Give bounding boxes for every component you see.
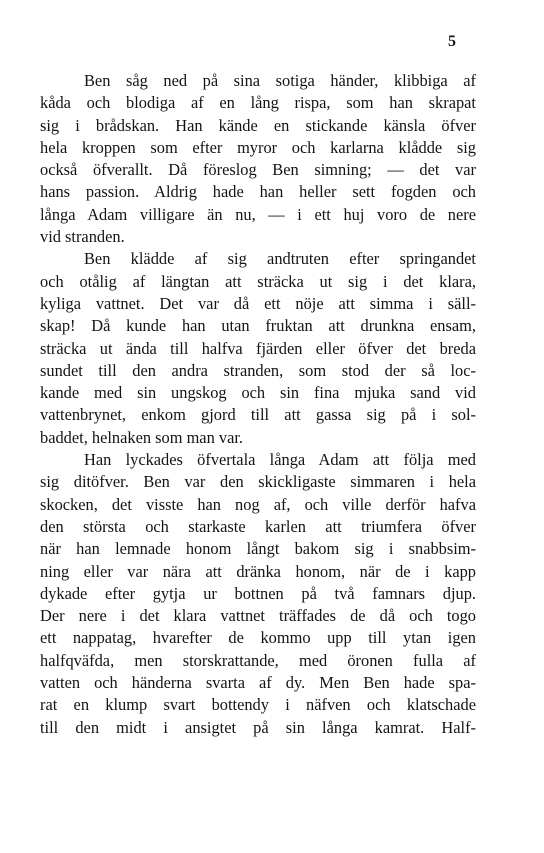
text-line: vatten och händerna svarta af dy. Men Ben hade spa- [40, 673, 476, 693]
paragraph [40, 70, 476, 248]
text-line: och otålig af längtan att sträcka ut sig i det klara, [40, 271, 476, 291]
text-line: vid stranden. [40, 227, 125, 247]
text-line: hans passion. Aldrig hade han heller sett fogden och [40, 182, 476, 202]
text-line: sträcka ut ända till halfva fjärden eller öfver det breda [40, 338, 476, 358]
text-line: sig i brådskan. Han kände en stickande känsla öfver [40, 115, 476, 135]
text-line: ning eller var nära att dränka honom, när de i kapp [40, 561, 476, 581]
paragraph [40, 449, 476, 739]
text-line: hela kroppen som efter myror och karlarna klådde sig [40, 137, 476, 157]
text-line: rat en klump svart bottendy i näfven och klatschade [40, 695, 476, 715]
text-line: kåda och blodiga af en lång rispa, som han skrapat [40, 93, 476, 113]
body-text [40, 70, 476, 739]
text-line: också öfverallt. Då föreslog Ben simning; — det var [40, 160, 476, 180]
text-line: den största och starkaste karlen att triumfera öfver [40, 516, 476, 536]
text-line: ett nappatag, hvarefter de kommo upp till ytan igen [40, 628, 476, 648]
text-line: till den midt i ansigtet på sin långa kamrat. Half- [40, 717, 476, 737]
text-line: skocken, det visste han nog af, och ville derför hafva [40, 494, 476, 514]
paragraph [40, 248, 476, 449]
text-line: halfqväfda, men storskrattande, med öronen fulla af [40, 650, 476, 670]
text-line: kyliga vattnet. Det var då ett nöje att simma i säll- [40, 293, 476, 313]
text-line: vattenbrynet, enkom gjord till att gassa sig på i sol- [40, 405, 476, 425]
text-line: långa Adam villigare än nu, — i ett huj voro de nere [40, 204, 476, 224]
page-number: 5 [448, 33, 456, 50]
text-line: Der nere i det klara vattnet träffades de då och togo [40, 606, 476, 626]
text-line: Han lyckades öfvertala långa Adam att följa med [84, 450, 476, 470]
text-line: dykade efter gytja ur bottnen på två famnars djup. [40, 583, 476, 603]
text-line: baddet, helnaken som man var. [40, 427, 244, 447]
text-line: skap! Då kunde han utan fruktan att drunkna ensam, [40, 316, 476, 336]
text-line: kande med sin ungskog och sin fina mjuka sand vid [40, 383, 476, 403]
text-line: sig ditöfver. Ben var den skickligaste simmaren i hela [40, 472, 476, 492]
text-line: sundet till den andra stranden, som stod der så loc- [40, 360, 476, 380]
text-line: när han lemnade honom långt bakom sig i snabbsim- [40, 539, 476, 559]
text-line: Ben såg ned på sina sotiga händer, klibbiga af [84, 71, 476, 90]
text-line: Ben klädde af sig andtruten efter springandet [84, 249, 476, 269]
